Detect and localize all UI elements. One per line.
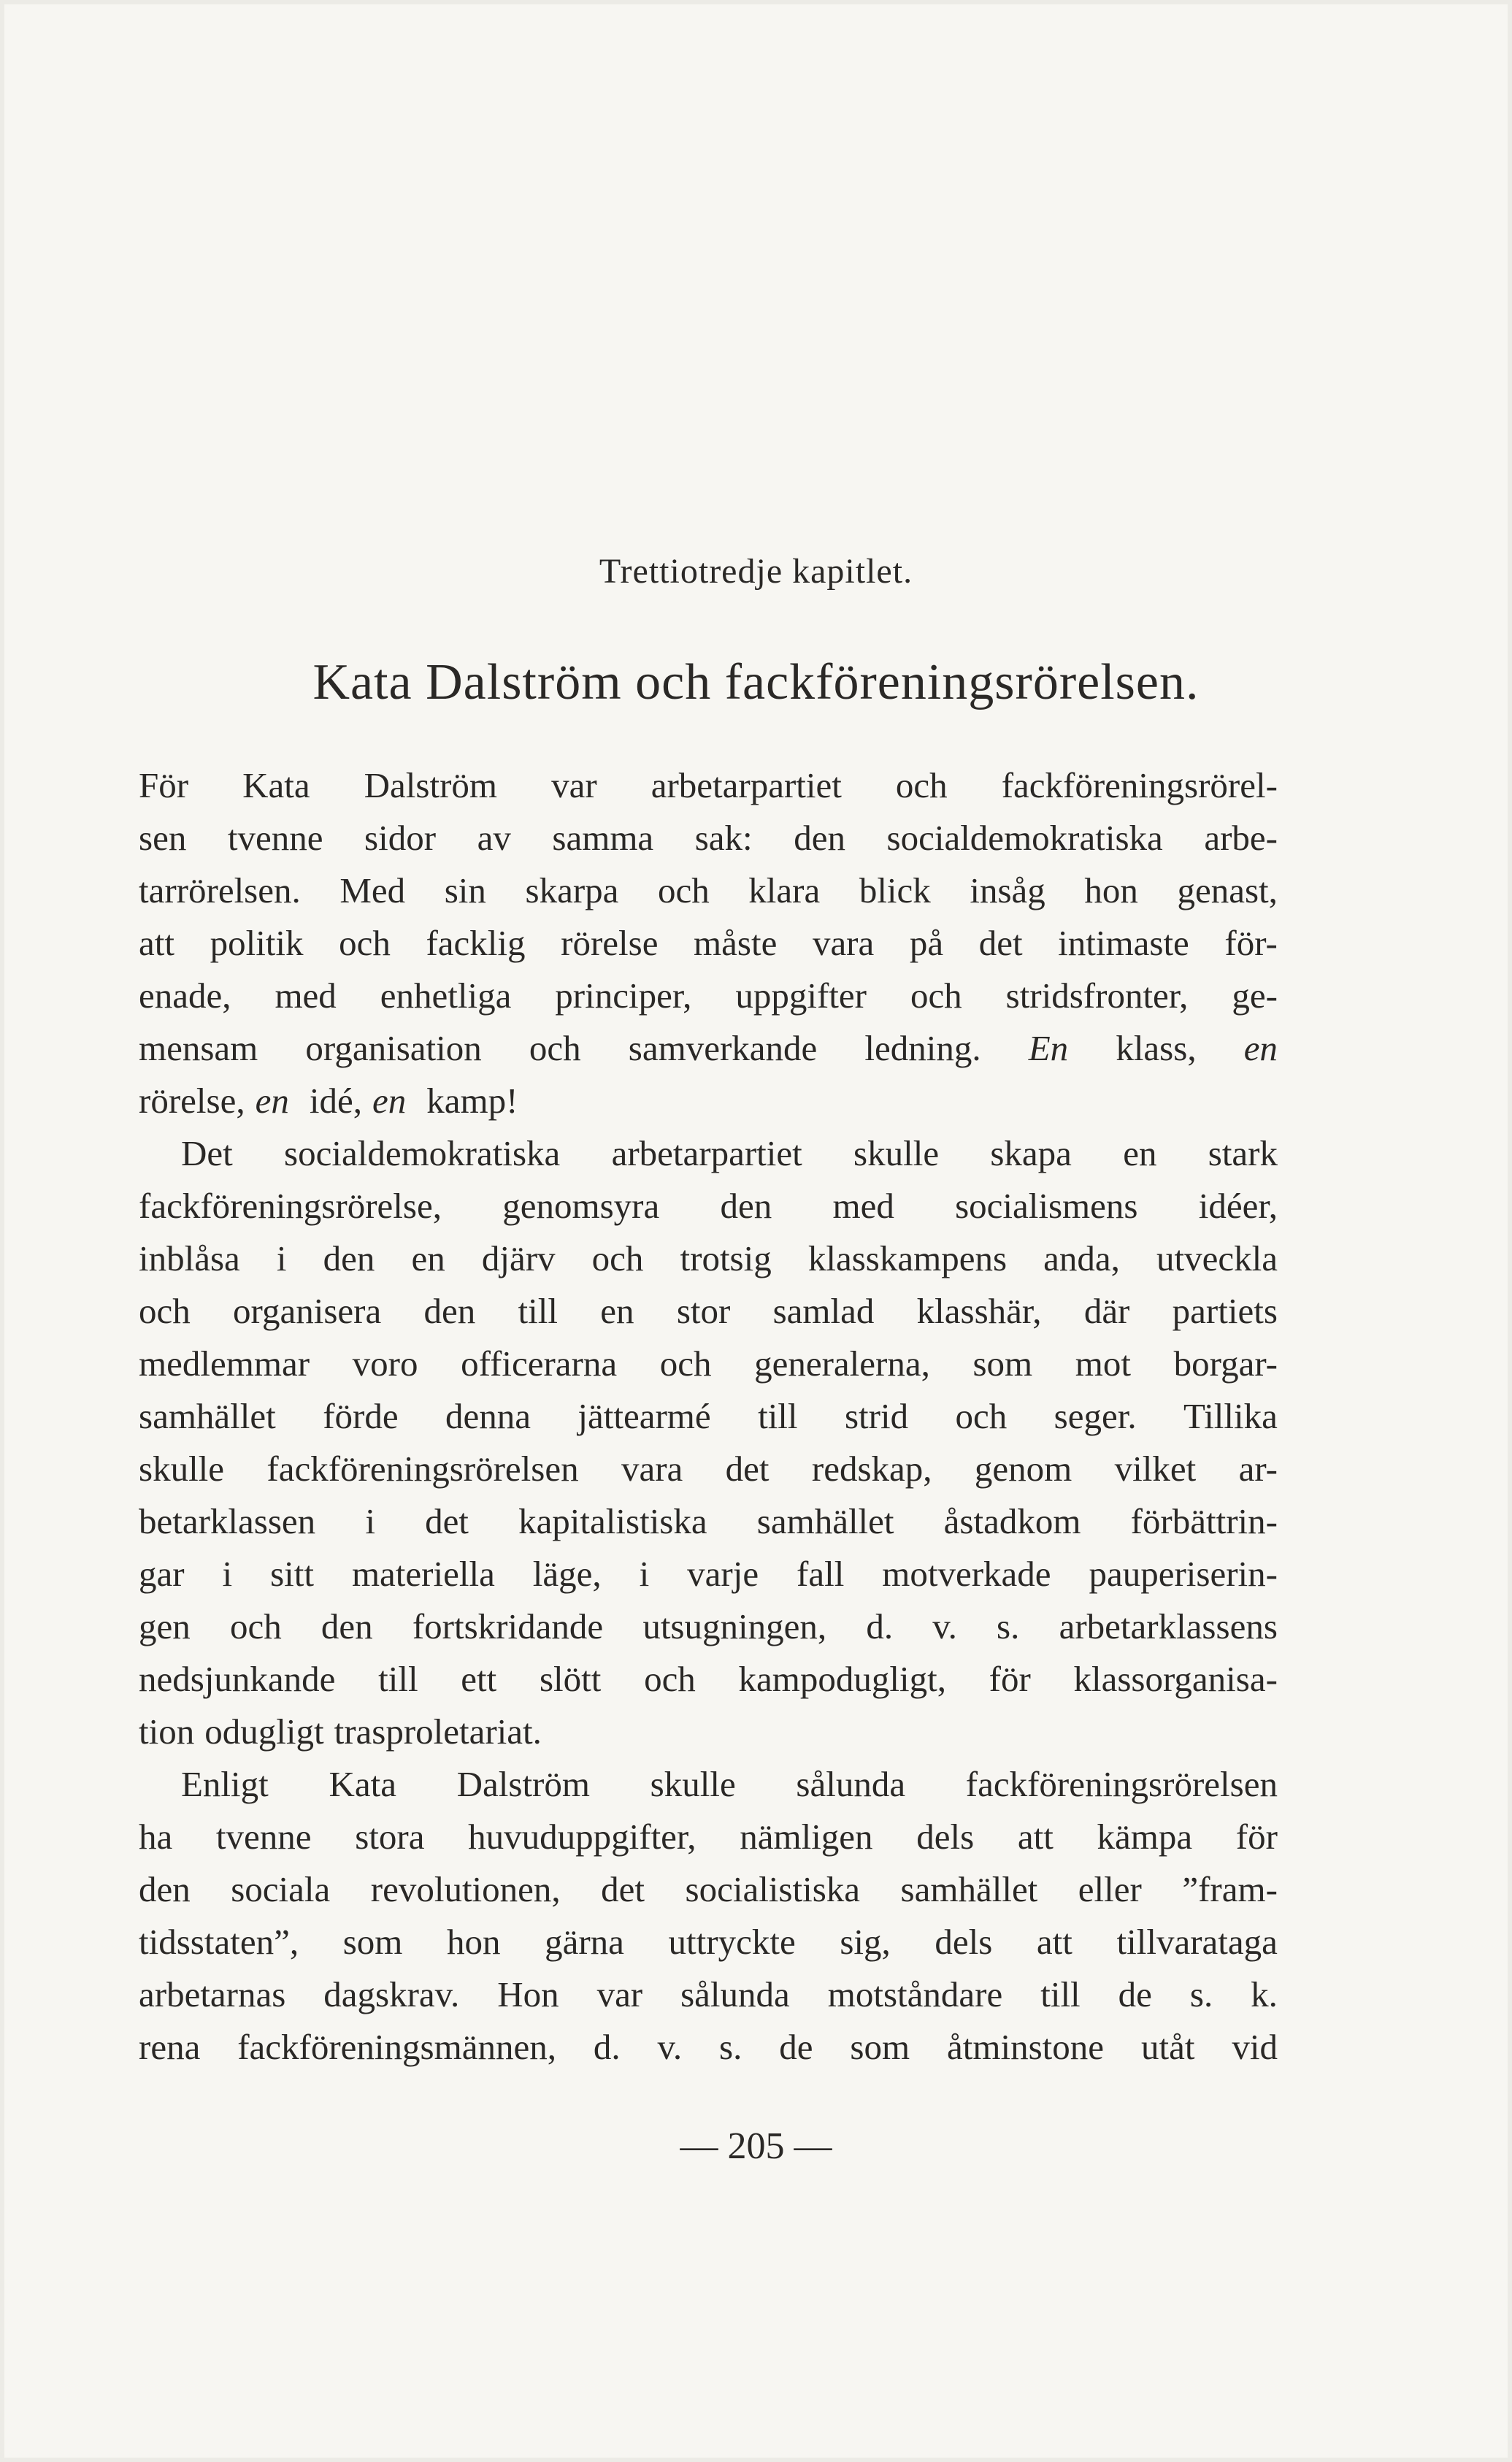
text-line — [139, 1338, 1278, 1390]
text-line — [139, 1022, 1278, 1075]
word: utveckla — [1156, 1238, 1278, 1278]
word: i — [639, 1554, 650, 1594]
word: och — [659, 1343, 712, 1384]
chapter-label: Trettiotredje kapitlet. — [599, 552, 913, 591]
word: inblåsa — [139, 1238, 240, 1278]
word: till — [518, 1291, 558, 1331]
word: tvenne — [215, 1817, 312, 1857]
word: gen — [139, 1606, 191, 1646]
word: pauperiserin- — [1089, 1554, 1278, 1594]
word: i — [365, 1501, 375, 1541]
word: tarrörelsen. — [139, 870, 301, 910]
word: arbetarklassens — [1059, 1606, 1278, 1646]
word: rörelse — [561, 923, 659, 963]
word: kamp! — [426, 1081, 518, 1121]
word: slött — [539, 1659, 602, 1699]
word: samverkande — [628, 1028, 818, 1068]
word: rena — [139, 2027, 201, 2067]
word: och — [591, 1238, 644, 1278]
word: sig, — [840, 1922, 891, 1962]
word: vid — [1232, 2027, 1278, 2067]
word: stor — [676, 1291, 731, 1331]
word: kämpa — [1097, 1817, 1193, 1857]
text-line — [139, 1706, 1278, 1758]
word: sen — [139, 818, 187, 858]
word: till — [378, 1659, 418, 1699]
word: för- — [1224, 923, 1278, 963]
word: jättearmé — [577, 1396, 711, 1436]
word: arbetarnas — [139, 1974, 286, 2014]
word: idé, — [309, 1081, 362, 1121]
word: genast, — [1177, 870, 1278, 910]
word: fackföreningsmännen, — [237, 2027, 556, 2067]
word: enhetliga — [380, 975, 512, 1016]
text-line — [139, 1863, 1278, 1916]
word: socialdemokratiska — [284, 1133, 561, 1173]
word: en — [411, 1238, 445, 1278]
word: socialistiska — [685, 1869, 861, 1909]
text-line — [139, 759, 1278, 812]
word — [372, 1075, 416, 1127]
word: och — [910, 975, 962, 1016]
word: sin — [444, 870, 486, 910]
word: läge, — [532, 1554, 602, 1594]
word: sålunda — [796, 1764, 906, 1804]
word: trotsig — [680, 1238, 772, 1278]
page-number: — 205 — — [680, 2125, 832, 2167]
word: ”fram- — [1182, 1869, 1278, 1909]
word: att — [1017, 1817, 1054, 1857]
text-line — [139, 1653, 1278, 1706]
word: Dalström — [364, 765, 498, 805]
word: kapitalistiska — [518, 1501, 707, 1541]
word: och — [955, 1396, 1008, 1436]
word: redskap, — [811, 1449, 932, 1489]
word: arbe- — [1204, 818, 1278, 858]
text-line — [139, 1443, 1278, 1495]
italic-word: en — [255, 1081, 289, 1121]
word: hon — [447, 1922, 501, 1962]
text-line — [139, 1968, 1278, 2021]
word: fackföreningsrörelse, — [139, 1186, 442, 1226]
word: stridsfronter, — [1005, 975, 1189, 1016]
word: samma — [552, 818, 654, 858]
word: betarklassen — [139, 1501, 316, 1541]
word: klassorganisa- — [1073, 1659, 1278, 1699]
word: varje — [687, 1554, 759, 1594]
word: åtminstone — [947, 2027, 1105, 2067]
word: åstadkom — [943, 1501, 1081, 1541]
word: officerarna — [461, 1343, 618, 1384]
word: sociala — [231, 1869, 331, 1909]
word: Kata — [329, 1764, 396, 1804]
text-line — [139, 1285, 1278, 1338]
word: för — [989, 1659, 1031, 1699]
word: fall — [797, 1554, 845, 1594]
word: arbetarpartiet — [651, 765, 842, 805]
word: fortskridande — [412, 1606, 604, 1646]
word: den — [323, 1238, 375, 1278]
word: en — [600, 1291, 634, 1331]
word: nedsjunkande — [139, 1659, 336, 1699]
word — [256, 1075, 299, 1127]
word: skapa — [990, 1133, 1072, 1173]
word: tvenne — [227, 818, 323, 858]
text-line — [139, 1548, 1278, 1600]
word: enade, — [139, 975, 231, 1016]
word: anda, — [1043, 1238, 1120, 1278]
word: materiella — [351, 1554, 495, 1594]
word — [1244, 1022, 1278, 1075]
text-line — [139, 917, 1278, 970]
word: s. — [1189, 1974, 1213, 2014]
italic-word: en — [1243, 1028, 1278, 1068]
word: Tillika — [1183, 1396, 1278, 1436]
word: uttryckte — [668, 1922, 796, 1962]
word: borgar- — [1173, 1343, 1278, 1384]
word: kampodugligt, — [738, 1659, 946, 1699]
word: partiets — [1172, 1291, 1278, 1331]
word: och — [644, 1659, 696, 1699]
word: politik — [210, 923, 304, 963]
word: s. — [719, 2027, 742, 2067]
chapter-title: Kata Dalström och fackföreningsrörelsen. — [312, 654, 1200, 710]
word: samhället — [756, 1501, 894, 1541]
word: måste — [694, 923, 778, 963]
text-line — [139, 1232, 1278, 1285]
word: sålunda — [680, 1974, 790, 2014]
word: de — [1118, 1974, 1152, 2014]
word: motståndare — [827, 1974, 1003, 2014]
word: det — [601, 1869, 645, 1909]
word: klasshär, — [916, 1291, 1042, 1331]
word: samhället — [900, 1869, 1038, 1909]
word: den — [321, 1606, 373, 1646]
text-line — [139, 1495, 1278, 1548]
word: förbättrin- — [1130, 1501, 1278, 1541]
word: till — [758, 1396, 798, 1436]
word — [1029, 1022, 1068, 1075]
text-line — [139, 864, 1278, 917]
word: för — [1235, 1817, 1278, 1857]
word: det — [978, 923, 1023, 963]
word: djärv — [481, 1238, 556, 1278]
word: organisation — [305, 1028, 482, 1068]
word: socialdemokratiska — [886, 818, 1163, 858]
word: ge- — [1232, 975, 1278, 1016]
word: den — [139, 1869, 191, 1909]
word: d. — [866, 1606, 894, 1646]
word: klass, — [1116, 1028, 1197, 1068]
word: med — [275, 975, 337, 1016]
word: Enligt — [181, 1764, 269, 1804]
word: det — [425, 1501, 469, 1541]
word: d. — [593, 2027, 621, 2067]
word: ett — [461, 1659, 497, 1699]
word: utåt — [1140, 2027, 1195, 2067]
word: nämligen — [740, 1817, 873, 1857]
word: Kata — [242, 765, 310, 805]
word: att — [139, 923, 174, 963]
word: och — [895, 765, 948, 805]
word: Med — [339, 870, 406, 910]
word: vara — [812, 923, 875, 963]
word: där — [1083, 1291, 1130, 1331]
word: arbetarpartiet — [611, 1133, 802, 1173]
word: facklig — [426, 923, 526, 963]
word: k. — [1251, 1974, 1278, 2014]
word: skulle — [139, 1449, 225, 1489]
word: ha — [139, 1817, 173, 1857]
word: skulle — [853, 1133, 940, 1173]
word: och — [339, 923, 391, 963]
word: v. — [932, 1606, 957, 1646]
word: fackföreningsrörel- — [1001, 765, 1278, 805]
word: gärna — [545, 1922, 624, 1962]
word: dels — [916, 1817, 975, 1857]
word: gar — [139, 1554, 185, 1594]
word: fackföreningsrörelsen — [965, 1764, 1278, 1804]
word: ledning. — [864, 1028, 981, 1068]
word: var — [596, 1974, 643, 2014]
word: den — [720, 1186, 772, 1226]
text-line — [139, 1075, 1278, 1127]
word: intimaste — [1058, 923, 1189, 963]
word: trasproletariat. — [334, 1711, 542, 1752]
word: ar- — [1238, 1449, 1278, 1489]
word: stora — [355, 1817, 425, 1857]
word: socialismens — [955, 1186, 1138, 1226]
word: tion — [139, 1711, 195, 1752]
word: att — [1036, 1922, 1072, 1962]
word: idéer, — [1198, 1186, 1278, 1226]
word: rörelse, — [139, 1081, 245, 1121]
word: var — [551, 765, 597, 805]
word: tidsstaten”, — [139, 1922, 299, 1962]
word: generalerna, — [754, 1343, 930, 1384]
word: och — [139, 1291, 191, 1331]
body-text — [139, 759, 1278, 2074]
word: blick — [859, 870, 931, 910]
word: som — [850, 2027, 910, 2067]
word: av — [477, 818, 511, 858]
word: voro — [352, 1343, 418, 1384]
word: strid — [844, 1396, 909, 1436]
text-line — [139, 1390, 1278, 1443]
word: sidor — [364, 818, 437, 858]
word: skulle — [650, 1764, 736, 1804]
text-line — [139, 1811, 1278, 1863]
word: stark — [1208, 1133, 1278, 1173]
text-line — [139, 1127, 1278, 1180]
word: klasskampens — [807, 1238, 1008, 1278]
word: samhället — [139, 1396, 276, 1436]
word: genom — [974, 1449, 1072, 1489]
word: genomsyra — [502, 1186, 660, 1226]
word: sitt — [270, 1554, 314, 1594]
word: utsugningen, — [642, 1606, 827, 1646]
word: till — [1040, 1974, 1081, 2014]
word: eller — [1078, 1869, 1142, 1909]
text-line — [139, 1916, 1278, 1968]
text-line — [139, 812, 1278, 864]
word: det — [725, 1449, 770, 1489]
word: i — [276, 1238, 287, 1278]
word: och — [229, 1606, 282, 1646]
word: uppgifter — [735, 975, 867, 1016]
word: principer, — [555, 975, 692, 1016]
word: fackföreningsrörelsen — [266, 1449, 579, 1489]
word: förde — [323, 1396, 399, 1436]
word: klara — [748, 870, 821, 910]
word: medlemmar — [139, 1343, 310, 1384]
text-line — [139, 1180, 1278, 1232]
word: dels — [935, 1922, 993, 1962]
word: den — [423, 1291, 476, 1331]
word: Hon — [497, 1974, 559, 2014]
word: v. — [657, 2027, 683, 2067]
word: Det — [181, 1133, 233, 1173]
word: sak: — [694, 818, 753, 858]
word: dagskrav. — [323, 1974, 460, 2014]
word: denna — [445, 1396, 531, 1436]
word: vilket — [1114, 1449, 1197, 1489]
word: i — [222, 1554, 233, 1594]
word: För — [139, 765, 189, 805]
text-line — [139, 1600, 1278, 1653]
word: vara — [621, 1449, 683, 1489]
word: med — [832, 1186, 894, 1226]
italic-word: En — [1028, 1028, 1069, 1068]
text-line — [139, 2021, 1278, 2074]
word: samlad — [772, 1291, 875, 1331]
word: skarpa — [525, 870, 619, 910]
word: organisera — [233, 1291, 382, 1331]
word: mot — [1075, 1343, 1132, 1384]
word: tillvarataga — [1116, 1922, 1278, 1962]
word: revolutionen, — [370, 1869, 561, 1909]
word: insåg — [970, 870, 1045, 910]
italic-word: en — [372, 1081, 407, 1121]
word: seger. — [1054, 1396, 1137, 1436]
text-line — [139, 970, 1278, 1022]
word: mensam — [139, 1028, 258, 1068]
word: odugligt — [204, 1711, 324, 1752]
word: och — [529, 1028, 581, 1068]
word: de — [779, 2027, 813, 2067]
word: Dalström — [456, 1764, 590, 1804]
word: motverkade — [882, 1554, 1051, 1594]
word: s. — [997, 1606, 1020, 1646]
word: som — [972, 1343, 1033, 1384]
text-line — [139, 1758, 1278, 1811]
word: den — [794, 818, 845, 858]
word: som — [342, 1922, 403, 1962]
word: huvuduppgifter, — [468, 1817, 696, 1857]
word: hon — [1084, 870, 1138, 910]
word: en — [1123, 1133, 1157, 1173]
word: på — [909, 923, 944, 963]
word: och — [657, 870, 710, 910]
